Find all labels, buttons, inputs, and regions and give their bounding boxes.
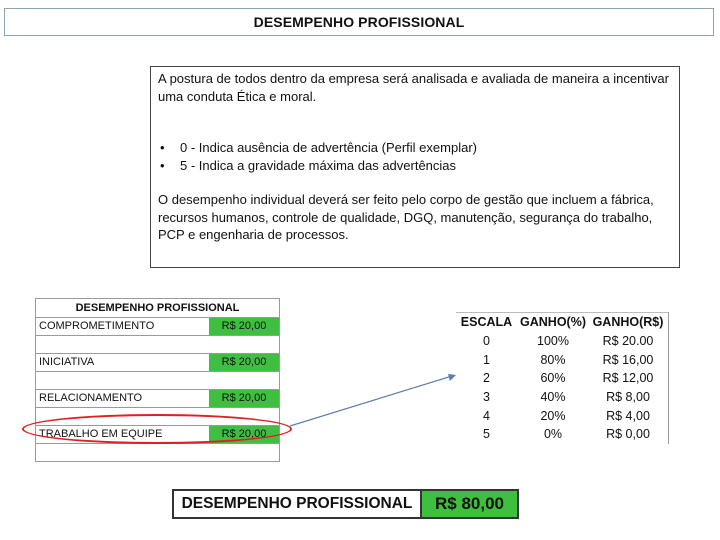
total-box — [172, 489, 519, 519]
column-header: GANHO(R$) — [592, 315, 664, 330]
bullet-icon: • — [160, 157, 165, 173]
percent-cell: 100% — [537, 334, 569, 349]
bullet-text: 0 - Indica ausência de advertência (Perfil exemplar) — [180, 140, 477, 155]
scale-cell: 4 — [483, 408, 490, 423]
page-title: DESEMPENHO PROFISSIONAL — [4, 8, 714, 36]
criteria-value: R$ 20,00 — [209, 426, 279, 443]
bullet-text: 5 - Indica a gravidade máxima das advertências — [180, 157, 457, 173]
amount-cell: R$ 0,00 — [606, 427, 650, 442]
table-row — [456, 350, 668, 369]
percent-cell: 60% — [540, 371, 566, 386]
scale-cell: 5 — [483, 427, 490, 442]
column-header: ESCALA — [460, 315, 513, 330]
table-row — [456, 388, 668, 407]
table-row — [456, 369, 668, 388]
table-row — [456, 332, 668, 351]
bullet-icon: • — [160, 140, 165, 155]
percent-cell: 80% — [540, 352, 566, 367]
total-value: R$ 80,00 — [422, 491, 517, 517]
percent-cell: 20% — [540, 408, 566, 423]
column-header: GANHO(%) — [520, 315, 586, 330]
amount-cell: R$ 20.00 — [602, 334, 654, 349]
scale-cell: 3 — [483, 390, 490, 405]
scale-cell: 1 — [483, 352, 490, 367]
scale-cell: 2 — [483, 371, 490, 386]
criteria-label: COMPROMETIMENTO — [39, 320, 155, 332]
table-row — [456, 425, 668, 444]
percent-cell: 40% — [540, 390, 566, 405]
criteria-label: RELACIONAMENTO — [39, 392, 143, 404]
criteria-label: TRABALHO EM EQUIPE — [39, 428, 163, 440]
criteria-value: R$ 20,00 — [209, 318, 279, 335]
criteria-value: R$ 20,00 — [209, 354, 279, 371]
intro-paragraph-1: A postura de todos dentro da empresa será analisada e avaliada de maneira a incentivar uma conduta Ética e moral. — [158, 71, 669, 104]
amount-cell: R$ 16,00 — [602, 352, 654, 367]
amount-cell: R$ 12,00 — [602, 371, 654, 386]
scale-table-header — [456, 313, 668, 332]
amount-cell: R$ 4,00 — [606, 408, 650, 423]
criteria-label: INICIATIVA — [39, 356, 95, 368]
intro-paragraph-2: O desempenho individual deverá ser feito pelo corpo de gestão que incluem a fábrica, recursos humanos, controle de qualidade, DGQ, manutenção, segurança do trabalho, PCP e engenharia de processos. — [158, 192, 654, 242]
scale-table — [456, 312, 669, 444]
amount-cell: R$ 8,00 — [606, 390, 650, 405]
scale-cell: 0 — [483, 334, 490, 349]
table-row — [456, 406, 668, 425]
percent-cell: 0% — [543, 427, 563, 442]
criteria-table-header: DESEMPENHO PROFISSIONAL — [36, 299, 279, 318]
total-label: DESEMPENHO PROFISSIONAL — [174, 491, 422, 517]
criteria-value: R$ 20,00 — [209, 390, 279, 407]
